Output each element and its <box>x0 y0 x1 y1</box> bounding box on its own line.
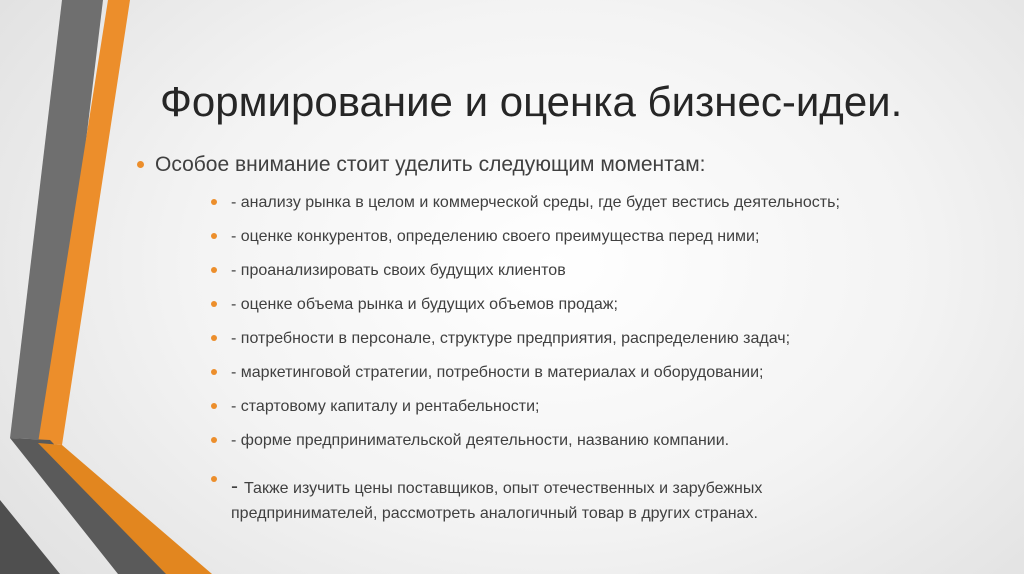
bullet-dot <box>211 301 217 307</box>
bullet-dot <box>211 369 217 375</box>
final-point-dash: - <box>231 475 238 498</box>
slide-title: Формирование и оценка бизнес-идеи. <box>160 78 903 125</box>
sub-point: - маркетинговой стратегии, потребности в материалах и оборудовании; <box>231 364 764 381</box>
sub-point: - форме предпринимательской деятельности, названию компании. <box>231 432 730 449</box>
bullet-dot <box>211 233 217 239</box>
final-point <box>231 474 871 526</box>
sub-point: - потребности в персонале, структуре предприятия, распределению задач; <box>231 330 791 347</box>
final-point-text: Также изучить цены поставщиков, опыт отечественных и зарубежных предпринимателей, рассмотреть аналогичный товар в других странах. <box>231 480 763 522</box>
main-point: Особое внимание стоит уделить следующим моментам: <box>155 153 706 176</box>
bullet-dot <box>211 403 217 409</box>
sub-point: - анализу рынка в целом и коммерческой среды, где будет вестись деятельность; <box>231 194 840 211</box>
sub-point: - оценке объема рынка и будущих объемов продаж; <box>231 296 618 313</box>
bullet-dot <box>211 267 217 273</box>
bullet-dot <box>211 476 217 482</box>
bullet-dot <box>211 199 217 205</box>
bullet-dot <box>137 161 144 168</box>
bullet-dot <box>211 437 217 443</box>
bullet-dot <box>211 335 217 341</box>
sub-point: - проанализировать своих будущих клиентов <box>231 262 566 279</box>
sub-point: - стартовому капиталу и рентабельности; <box>231 398 540 415</box>
sub-point: - оценке конкурентов, определению своего преимущества перед ними; <box>231 228 760 245</box>
